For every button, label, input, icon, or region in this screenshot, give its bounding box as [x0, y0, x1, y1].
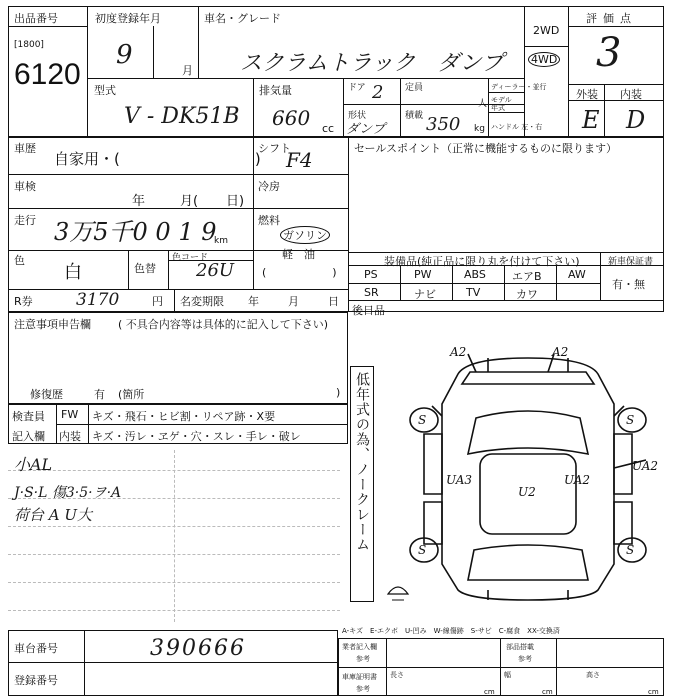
- option-aw: AW: [568, 268, 586, 281]
- displacement-unit: cc: [322, 122, 335, 135]
- footer-field-a: 業者記入欄: [342, 643, 377, 651]
- footer-field-c-sub: 参考: [518, 655, 532, 663]
- model-year-label: モデル 年式: [491, 96, 512, 112]
- mileage-label: 走行: [14, 214, 36, 227]
- drive-2wd: 2WD: [533, 24, 560, 37]
- plate-label: 登録番号: [14, 674, 58, 687]
- footer-width-unit: cm: [542, 688, 553, 696]
- fill-label: 記入欄: [12, 430, 45, 443]
- damage-label-s1: S: [418, 413, 427, 427]
- footer-field-a-sub: 参考: [356, 655, 370, 663]
- color-value: 白: [64, 262, 82, 283]
- color-label: 色: [14, 254, 25, 267]
- option-abs: ABS: [464, 268, 486, 281]
- option-ps: PS: [364, 268, 378, 281]
- sales-point-label: セールスポイント（正常に機能するものに限ります）: [354, 142, 618, 155]
- model-grade-value: スクラムトラック ダンプ: [240, 51, 504, 76]
- recycle-unit: 円: [152, 295, 163, 308]
- damage-label-center: U2: [518, 485, 536, 499]
- exterior-label: 外装: [576, 88, 598, 101]
- type-label: 型式: [94, 84, 116, 97]
- option-airbag: エアB: [512, 270, 542, 283]
- option-pw: PW: [414, 268, 432, 281]
- exterior-value: E: [582, 106, 600, 134]
- grade-label: 評価点: [586, 12, 637, 25]
- chassis-label: 車台番号: [14, 642, 58, 655]
- auction-sheet: 出品番号 [1800] 6120 初度登録年月 9 月 車名・グレード スクラムトラック ダンプ 2WD 4WD 評価点 3 型式 V - DK51B 排気量 660 cc ドア 2 定員 人 形状 ダンプ 積載 350 kg ディーラー・並行 モデル 年式 ハンドル 左・右 外装 内装 E D 車歴 自家用・( ) シフト F4 セールスポイント（正常に機能するものに限ります） 車検 年 月( 日) 冷房 走行 3万5千0 0 1 9 km 燃料 ガソリン 軽 油 ( ) 色 白 色替 色コード 26U R券 3170 円 名変期限 年 月 日 装備品(純正品に限り丸を付けて下さい) 新車保証書 有・無 PS PW ABS エアB AW SR ナビ TV カワ 後日品 注意事項申告欄 ( 不具合内容等は具体的に記入して下さい) 修復歴 有 (箇所 ) 検査員 記入欄 FW キズ・飛石・ヒビ割・リペア跡・X要 内装 キズ・汚レ・ヱゲ・穴・スレ・手レ・破レ 小AL J·S·L 傷3·5·ヲ·A 荷台 A U大 低年式の為、ノークレーム A2 A2 S S S S UA3 U2 UA2 UA2 A-キズ E-エクボ U-凹み W-線傷跡 S-サビ C-腐食 XX-交換済 車台番号 390666 登録番号 業者記入欄 参考 車庫証明書 参考 部品搭載 参考 長さ cm 幅 cm 高さ cm: [0, 0, 700, 700]
- doors-value: 2: [372, 82, 384, 103]
- model-grade-label: 車名・グレード: [204, 12, 281, 25]
- option-navi: ナビ: [414, 288, 436, 301]
- interior-value: D: [626, 106, 646, 134]
- history-label: 車歴: [14, 142, 36, 155]
- damage-label-front-left: A2: [450, 345, 467, 359]
- footer-field-b-sub: 参考: [356, 685, 370, 693]
- handwriting-line1: 小AL: [14, 455, 53, 474]
- damage-label-s4: S: [626, 543, 635, 557]
- mileage-unit: km: [214, 236, 228, 246]
- color-code-label: 色コード: [172, 253, 209, 263]
- shape-label: 形状: [348, 111, 367, 121]
- first-reg-label: 初度登録年月: [95, 12, 161, 25]
- damage-label-right: UA2: [564, 473, 591, 487]
- fuel-paren: ( ): [262, 266, 337, 279]
- warranty-value: 有・無: [612, 278, 645, 291]
- load-label: 積載: [405, 111, 424, 121]
- interior-text: キズ・汚レ・ヱゲ・穴・スレ・手レ・破レ: [92, 430, 301, 443]
- damage-legend: A-キズ E-エクボ U-凹み W-線傷跡 S-サビ C-腐食 XX-交換済: [342, 627, 560, 635]
- lot-number: 6120: [14, 58, 81, 91]
- inspection-day: 日): [226, 194, 245, 209]
- recycle-label: R券: [14, 295, 33, 308]
- inspection-label: 車検: [14, 180, 36, 193]
- doors-label: ドア: [348, 83, 366, 93]
- lot-no-label: 出品番号: [14, 12, 58, 25]
- inspector-seal-icon: [384, 580, 412, 606]
- damage-label-far-right: UA2: [632, 459, 659, 473]
- lot-no-sub: [1800]: [14, 40, 44, 50]
- displacement-value: 660: [272, 106, 311, 130]
- inspection-year: 年: [132, 194, 146, 209]
- warranty-label: 新車保証書: [608, 257, 654, 267]
- inspection-month: 月(: [180, 194, 199, 209]
- interior-tag: 内装: [59, 430, 81, 443]
- damage-label-left: UA3: [446, 473, 473, 487]
- aftermarket-label: 後日品: [352, 304, 385, 317]
- footer-height-label: 高さ: [586, 671, 600, 679]
- chassis-value: 390666: [150, 636, 246, 661]
- load-unit: kg: [474, 124, 485, 134]
- handle-label: ハンドル 左・右: [491, 123, 543, 131]
- recycle-value: 3170: [76, 290, 120, 310]
- fuel-label: 燃料: [258, 214, 280, 227]
- capacity-unit: 人: [478, 99, 488, 109]
- shape-value: ダンプ: [346, 122, 386, 137]
- mileage-value: 3万5千0 0 1 9: [54, 218, 217, 246]
- footer-length-unit: cm: [484, 688, 495, 696]
- repair-suffix: (箇所: [118, 388, 145, 401]
- fuel-light-oil: 軽 油: [282, 248, 315, 261]
- footer-width-label: 幅: [504, 671, 511, 679]
- fw-text: キズ・飛石・ヒビ割・リペア跡・X要: [92, 410, 276, 423]
- name-change-year: 年: [248, 295, 259, 308]
- car-diagram: [388, 344, 664, 614]
- first-reg-unit: 月: [182, 64, 193, 77]
- name-change-day: 日: [328, 295, 339, 308]
- name-change-month: 月: [288, 295, 299, 308]
- interior-label: 内装: [620, 88, 642, 101]
- notes-label: 注意事項申告欄: [14, 318, 91, 331]
- option-tv: TV: [466, 286, 481, 299]
- damage-label-front-right: A2: [552, 345, 569, 359]
- shift-label: シフト: [258, 142, 291, 155]
- option-leather: カワ: [516, 288, 538, 301]
- capacity-label: 定員: [405, 83, 424, 93]
- options-label: 装備品(純正品に限り丸を付けて下さい): [384, 255, 580, 268]
- footer-field-b: 車庫証明書: [342, 673, 377, 681]
- footer-length-label: 長さ: [390, 671, 404, 679]
- displacement-label: 排気量: [259, 84, 292, 97]
- dealer-label: ディーラー・並行: [491, 83, 547, 91]
- fw-label: FW: [61, 408, 79, 421]
- history-value: 自家用・( ): [54, 150, 261, 168]
- damage-label-s3: S: [418, 543, 427, 557]
- footer-height-unit: cm: [648, 688, 659, 696]
- repair-label: 修復歴: [30, 388, 63, 401]
- repair-value: 有: [94, 388, 105, 401]
- handwriting-line3: 荷台 A U大: [14, 506, 93, 524]
- notes-sub: ( 不具合内容等は具体的に記入して下さい): [118, 318, 329, 331]
- no-claim-stamp-text: 低年式の為、ノークレーム: [354, 372, 370, 552]
- load-value: 350: [426, 114, 461, 135]
- damage-label-s2: S: [626, 413, 635, 427]
- grade-value: 3: [596, 30, 622, 76]
- repaint-label: 色替: [134, 262, 156, 275]
- inspector-label: 検査員: [12, 410, 45, 423]
- shift-value: F4: [286, 148, 313, 172]
- fuel-gas: ガソリン: [280, 226, 330, 244]
- first-reg-value: 9: [116, 40, 133, 70]
- type-value: V - DK51B: [124, 104, 240, 129]
- footer-field-c: 部品搭載: [506, 643, 534, 651]
- handwriting-line2: J·S·L 傷3·5·ヲ·A: [14, 485, 122, 501]
- color-code-value: 26U: [196, 260, 235, 281]
- drive-4wd: 4WD: [528, 52, 560, 67]
- name-change-label: 名変期限: [180, 295, 224, 308]
- option-sr: SR: [364, 286, 379, 299]
- aircon-label: 冷房: [258, 180, 280, 193]
